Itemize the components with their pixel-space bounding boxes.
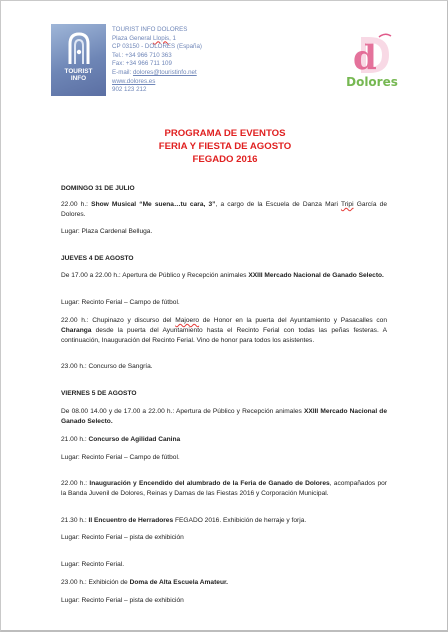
address-city: CP 03150 - DOLORES (España) [112,43,202,51]
event-location: Lugar: Recinto Ferial – pista de exhibición [61,534,184,541]
event-item: 23.00 h.: Concurso de Sangría. [61,363,153,370]
tourist-info-emblem-icon [64,30,94,66]
dolores-logo-text: Dolores [346,75,398,89]
event-item [61,200,387,220]
event-desc-name: Majoero [175,317,200,324]
event-time: 22.00 h.: [61,201,92,208]
event-location: Lugar: Plaza Cardenal Belluga. [61,228,153,235]
event-location: Lugar: Recinto Ferial – Campo de fútbol. [61,454,180,461]
office-name: TOURIST INFO DOLORES [112,26,188,33]
festival-title: FERIA Y FIESTA DE AGOSTO [158,141,292,152]
event-item [61,516,387,526]
event-name: Inauguración y Encendido del alumbrado de la Feria de Ganado de Dolores [89,480,330,487]
event-name: Doma de Alta Escuela Amateur. [129,579,229,586]
brand-line-2: INFO [70,75,87,82]
brand-line-1: TOURIST [64,68,93,75]
contact-info [112,26,202,95]
event-desc: De 08.00 14.00 y de 17.00 a 22.00 h.: Apertura de Público y Recepción animales [61,408,304,415]
event-desc: , a cargo de la Escuela de Danza Mari [215,201,341,208]
street-part: Plaza General [112,34,153,42]
event-desc: 23.00 h.: Exhibición de [61,579,130,586]
svg-text:d: d [353,38,377,77]
phone-number: Tel.: +34 966 710 363 [112,51,172,59]
event-location: Lugar: Recinto Ferial. [61,561,125,568]
event-time: 21.30 h.: [61,517,89,524]
email-link[interactable]: dolores@touristinfo.net [132,68,197,76]
event-location: Lugar: Recinto Ferial – pista de exhibición [61,597,184,604]
email-line [112,69,202,78]
email-label: E-mail: [112,68,133,76]
fax-number: Fax: +34 966 711 109 [112,60,172,68]
event-name: II Encuentro de Herradores [88,517,174,524]
event-desc: FEGADO 2016. Exhibición de herraje y forja. [173,517,307,524]
day-heading: JUEVES 4 DE AGOSTO [61,255,134,262]
edition-title: FEGADO 2016 [192,154,258,165]
event-desc-end: desde la puerta del Ayuntamiento hasta el Recinto Ferial con todas las peñas festeras. A continuación, Inauguración del Recinto Ferial. Vino de honor para todos los asistentes. [61,327,387,345]
program-title: PROGRAMA DE EVENTOS [164,128,286,139]
tourist-info-logo [51,24,106,96]
info-phone: 902 123 212 [112,86,147,94]
dolores-town-logo [339,31,405,93]
event-desc: De 17.00 a 22.00 h.: Apertura de Público y Recepción animales [61,272,249,279]
event-desc: 22.00 h.: Chupinazo y discurso del [61,317,176,324]
street-name: Llopis [152,34,170,42]
event-location: Lugar: Recinto Ferial – Campo de fútbol. [61,299,180,306]
event-item [61,271,387,281]
event-desc-name: Tripi [340,201,354,208]
event-item [61,407,387,427]
event-desc: de Honor en la puerta del Ayuntamiento y Pasacalles con [199,317,387,324]
event-time: 22.00 h.: [61,480,90,487]
event-desc: , acompañados por la Banda Juvenil de Dolores, Reinas y Damas de las Fiestas 2016 y Corporación Municipal. [61,480,387,498]
website-link[interactable]: www.dolores.es [112,77,156,85]
event-name: Concurso de Agilidad Canina [88,436,181,443]
event-name: Charanga [61,327,92,335]
event-time: 21.00 h.: [61,436,89,443]
day-heading: VIERNES 5 DE AGOSTO [61,390,137,397]
event-name: XXIII Mercado Nacional de Ganado Selecto. [61,408,387,426]
event-item [61,435,387,445]
event-desc-end: García de Dolores. [61,201,387,219]
event-item [61,316,387,347]
dolores-d-icon [339,31,405,77]
event-item [61,578,387,588]
street-number: , 1 [169,34,176,42]
event-name: XXIII Mercado Nacional de Ganado Selecto. [248,272,384,279]
address-street [112,35,202,44]
tourist-info-brand [51,68,106,82]
event-name: Show Musical “Me suena…tu cara, 3” [91,201,216,208]
day-heading: DOMINGO 31 DE JULIO [61,185,135,192]
event-item [61,479,387,499]
